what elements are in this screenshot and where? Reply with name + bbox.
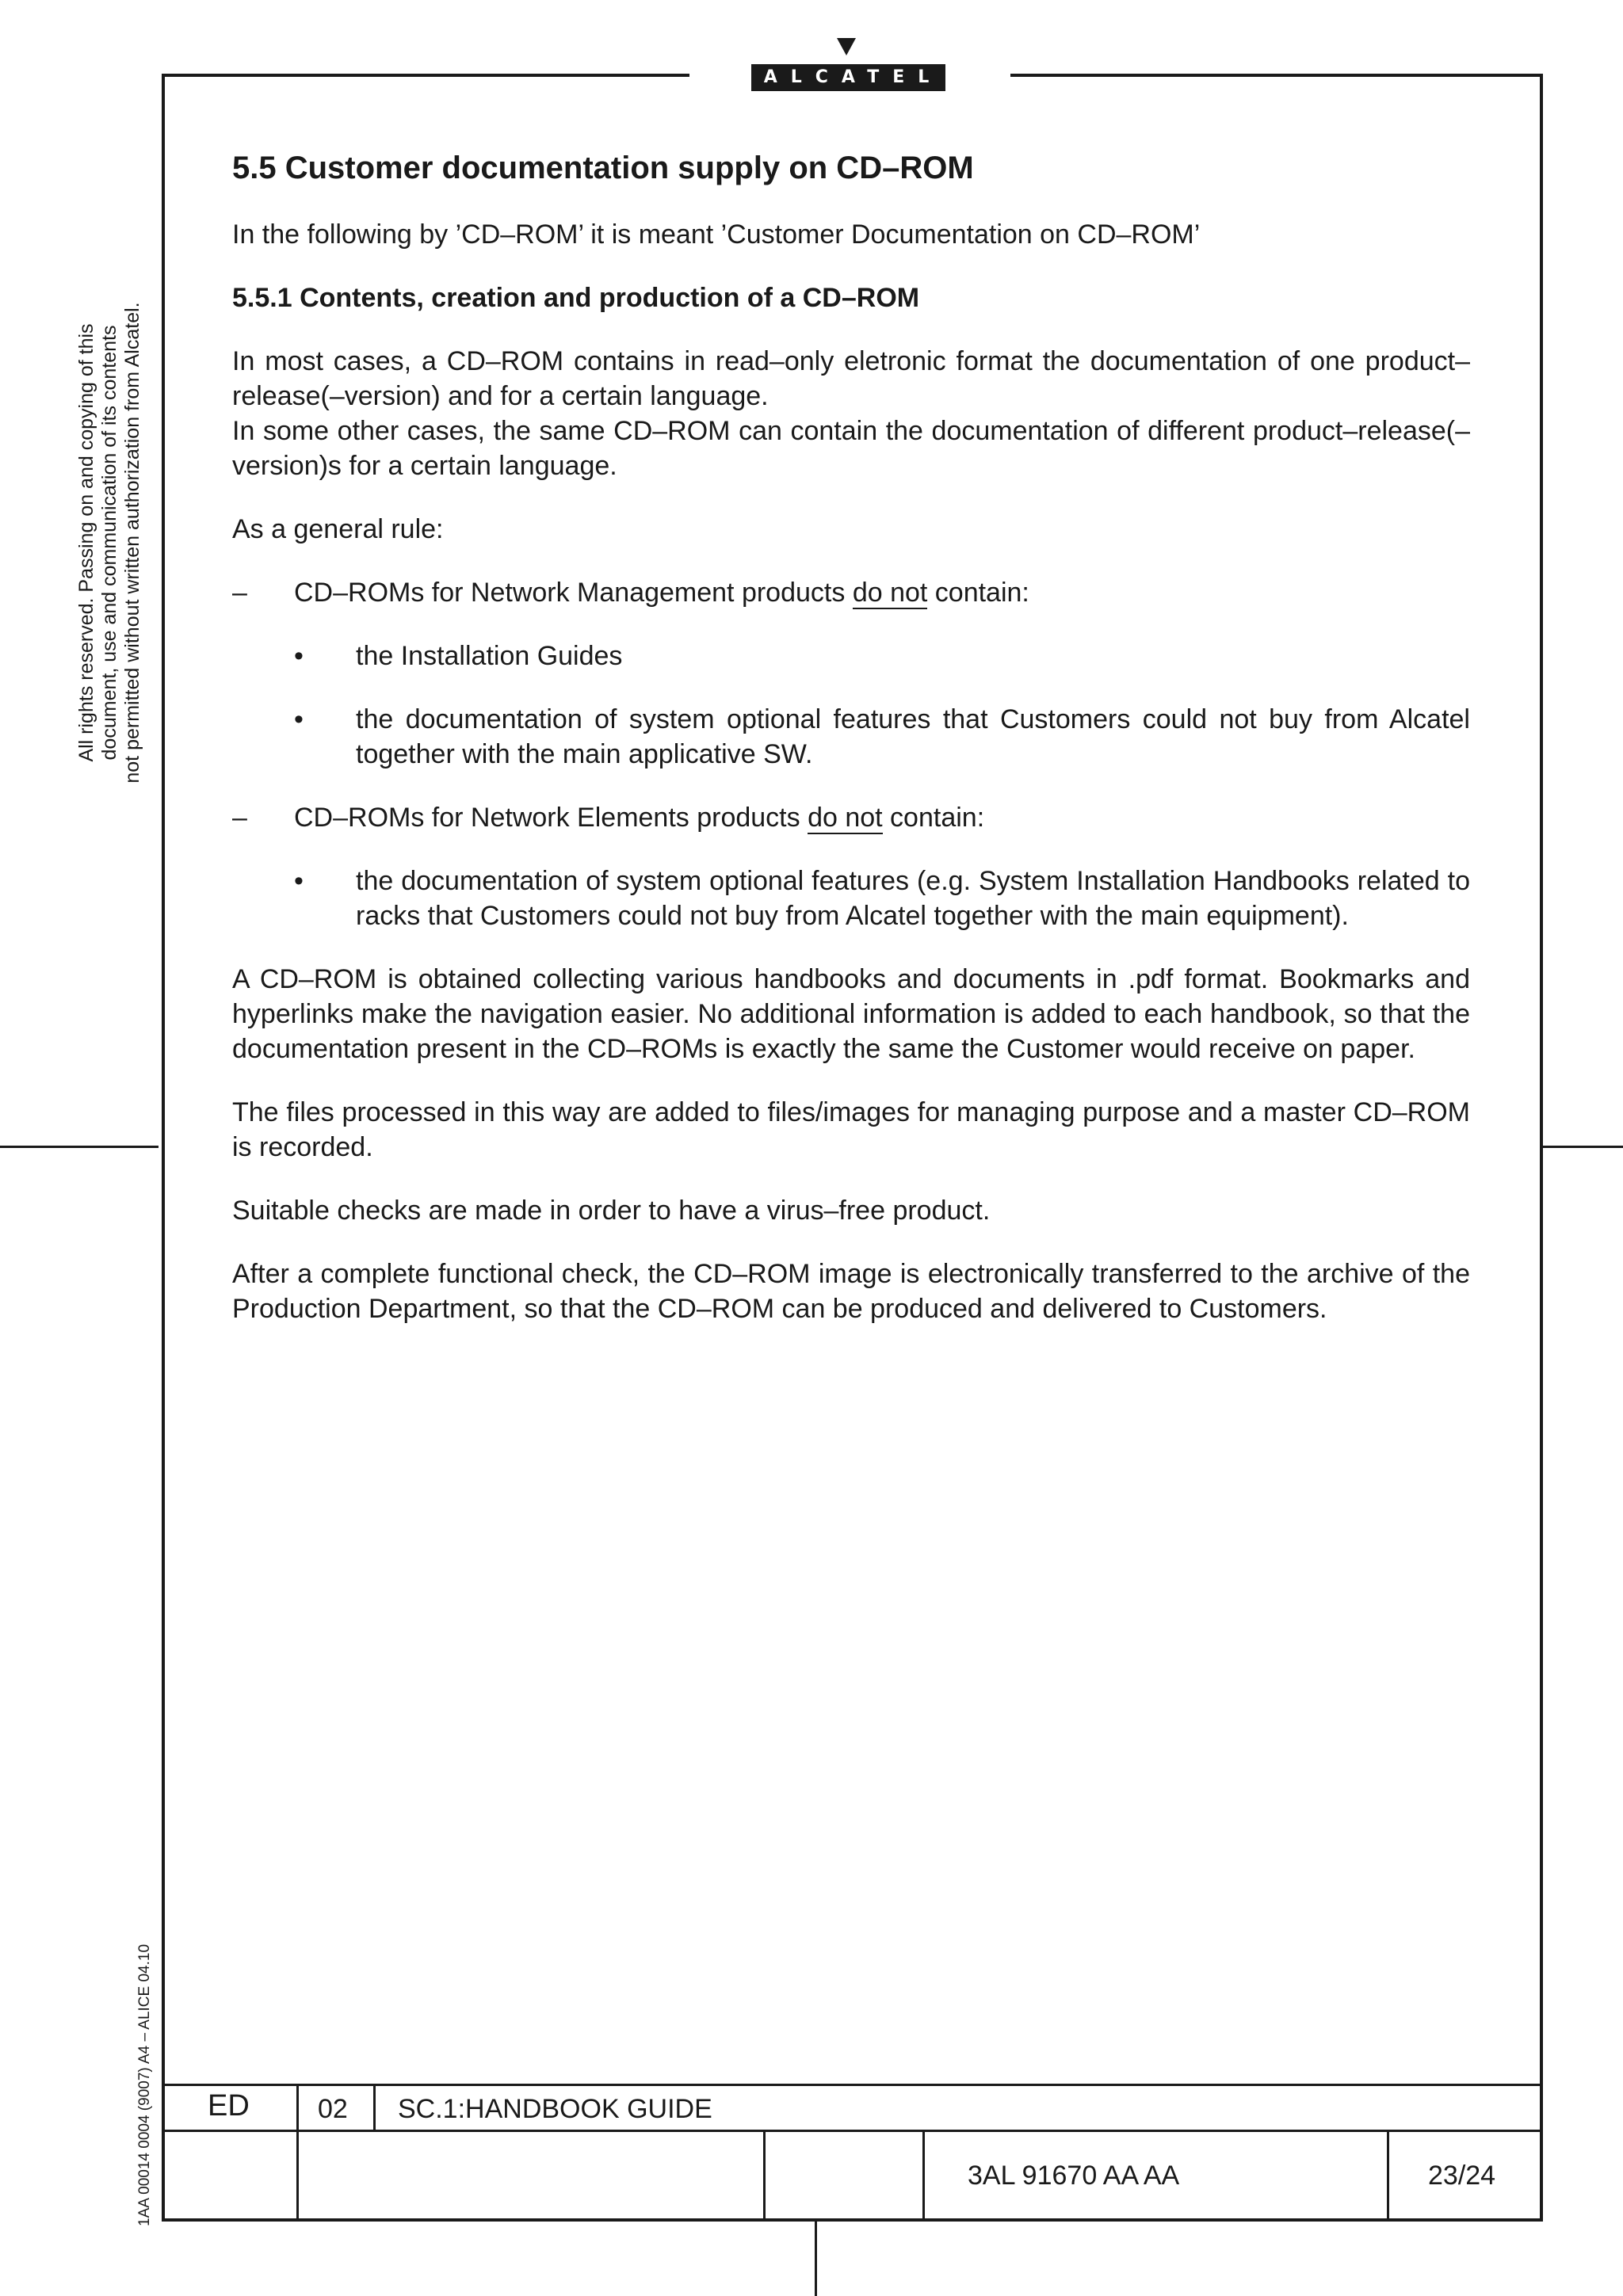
form-identifier: 1AA 00014 0004 (9007) A4 – ALICE 04.10 <box>136 1943 153 2226</box>
footer-rule-top <box>162 2084 1543 2086</box>
rule-1-bullet-1 <box>232 639 1470 673</box>
rule-1-post: contain: <box>927 578 1029 608</box>
subsection-title: 5.5.1 Contents, creation and production of a CD–ROM <box>232 283 920 313</box>
paragraph-2: A CD–ROM is obtained collecting various handbooks and documents in .pdf format. Bookmarks and hyperlinks make the navigation easier. No additional information is added to each handbook, so that the documentation present in the CD–ROMs is exactly the same the Customer would receive on paper. <box>232 964 1470 1064</box>
rule-1-bullet-2 <box>232 702 1470 772</box>
alcatel-logo <box>751 38 945 93</box>
logo-text: ALCATEL <box>751 64 945 91</box>
dash-marker: – <box>232 578 247 608</box>
copyright-notice <box>75 273 170 812</box>
copyright-line-2: document, use and communication of its contents <box>98 325 120 761</box>
logo-triangle-icon <box>837 38 856 55</box>
rule-2-underlined: do not <box>808 803 883 833</box>
section-title: 5.5 Customer documentation supply on CD–ROM <box>232 151 974 185</box>
footer-divider-1 <box>296 2084 299 2222</box>
crop-mark-left <box>0 1146 158 1148</box>
rule-2-pre: CD–ROMs for Network Elements products <box>294 803 808 833</box>
document-body <box>232 143 1470 1355</box>
rule-2-bullet-1 <box>232 864 1470 933</box>
footer-rule-middle <box>162 2130 1543 2132</box>
footer-divider-3 <box>763 2130 766 2222</box>
rule-2-post: contain: <box>882 803 985 833</box>
copyright-line-1: All rights reserved. Passing on and copying of this <box>75 323 97 762</box>
general-rule-label: As a general rule: <box>232 514 444 544</box>
rule-1-underlined: do not <box>852 578 928 608</box>
footer-ed-label: ED <box>208 2089 250 2122</box>
footer-ed-value: 02 <box>318 2094 348 2124</box>
rule-item-2 <box>232 800 1470 835</box>
dash-marker: – <box>232 803 247 833</box>
intro-paragraph: In the following by ’CD–ROM’ it is meant ’Customer Documentation on CD–ROM’ <box>232 219 1201 250</box>
bullet-marker: • <box>294 641 304 671</box>
paragraph-5: After a complete functional check, the CD–ROM image is electronically transferred to the archive of the Production Department, so that the CD–ROM can be produced and delivered to Customers. <box>232 1259 1470 1324</box>
crop-mark-bottom <box>815 2222 817 2296</box>
footer-doc-number: 3AL 91670 AA AA <box>968 2161 1180 2191</box>
footer-divider-2 <box>373 2084 376 2130</box>
footer-divider-5 <box>1387 2130 1389 2222</box>
rule-1-pre: CD–ROMs for Network Management products <box>294 578 853 608</box>
bullet-marker: • <box>294 704 304 734</box>
rule-item-1 <box>232 575 1470 610</box>
footer-title-block <box>162 2084 1543 2222</box>
paragraph-1a: In most cases, a CD–ROM contains in read–only eletronic format the documentation of one product–release(–version) and for a certain language. <box>232 346 1470 411</box>
bullet-marker: • <box>294 866 304 896</box>
paragraph-3: The files processed in this way are added to files/images for managing purpose and a master CD–ROM is recorded. <box>232 1097 1470 1162</box>
bullet-text: the documentation of system optional features that Customers could not buy from Alcatel together with the main applicative SW. <box>356 704 1470 769</box>
footer-divider-4 <box>922 2130 925 2222</box>
footer-title: SC.1:HANDBOOK GUIDE <box>398 2094 712 2124</box>
bullet-text: the documentation of system optional features (e.g. System Installation Handbooks related to racks that Customers could not buy from Alcatel together with the main equipment). <box>356 866 1470 931</box>
copyright-line-3: not permitted without written authorization from Alcatel. <box>121 302 143 784</box>
footer-page-number: 23/24 <box>1428 2161 1496 2191</box>
paragraph-4: Suitable checks are made in order to have a virus–free product. <box>232 1196 991 1226</box>
crop-mark-right <box>1543 1146 1623 1148</box>
paragraph-1b: In some other cases, the same CD–ROM can contain the documentation of different product–release(–version)s for a certain language. <box>232 416 1470 481</box>
bullet-text: the Installation Guides <box>356 641 623 671</box>
